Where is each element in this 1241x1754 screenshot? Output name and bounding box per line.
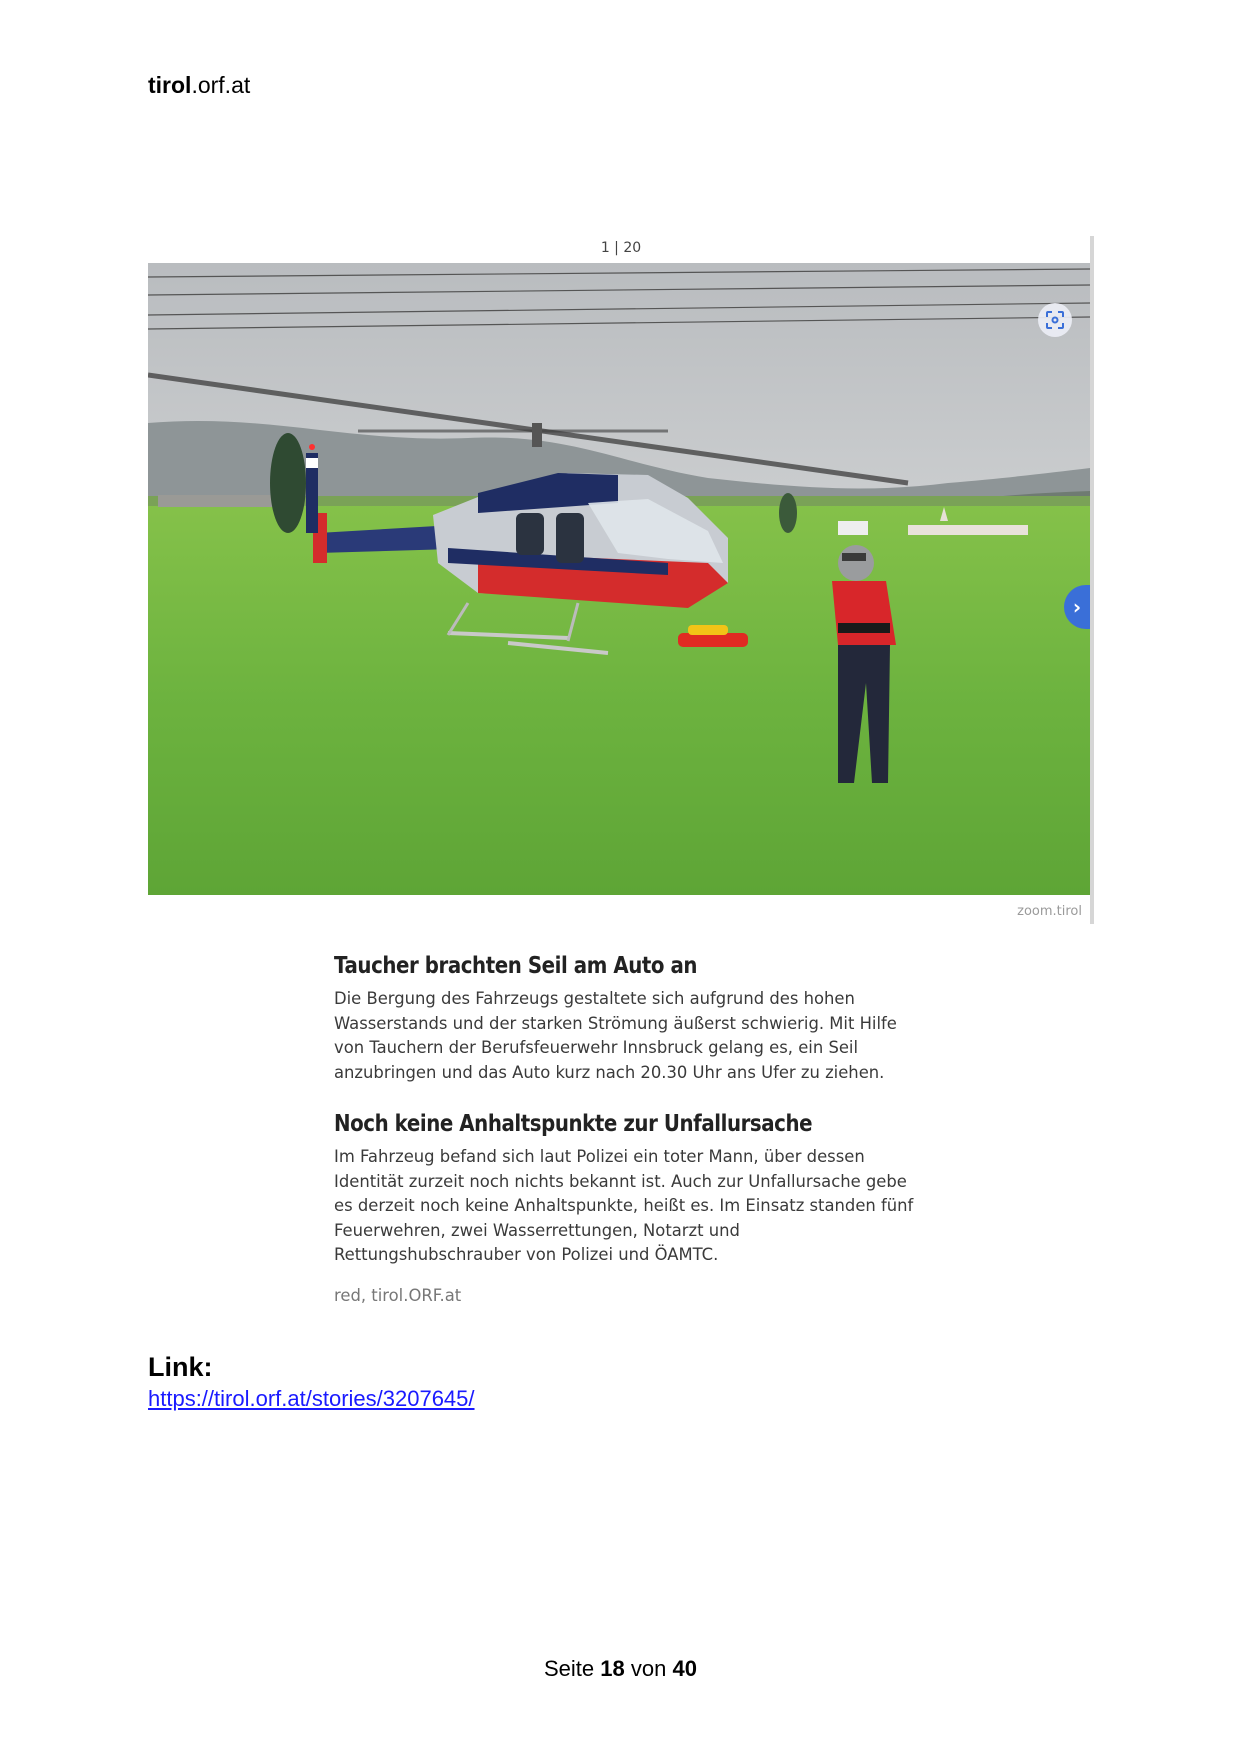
helicopter-registration bbox=[148, 263, 149, 264]
site-header bbox=[148, 72, 250, 99]
site-name-domain: .orf.at bbox=[191, 72, 251, 98]
gallery-counter: 1 | 20 bbox=[600, 240, 642, 256]
footer-prefix: Seite bbox=[544, 1656, 595, 1681]
article-section bbox=[334, 1111, 914, 1268]
source-link[interactable]: https://tirol.orf.at/stories/3207645/ bbox=[148, 1386, 475, 1411]
link-label: Link: bbox=[148, 1352, 213, 1382]
byline: red, tirol.ORF.at bbox=[334, 1285, 462, 1305]
current-page-number: 18 bbox=[600, 1656, 625, 1681]
gallery-photo-helicopter[interactable] bbox=[148, 263, 1090, 895]
page-footer bbox=[0, 1656, 1241, 1682]
site-name-bold: tirol bbox=[148, 72, 192, 98]
chevron-right-icon[interactable]: › bbox=[1064, 585, 1090, 629]
section-paragraph: Die Bergung des Fahrzeugs gestaltete sich aufgrund des hohen Wasserstands und der starken Strömung äußerst schwierig. Mit Hilfe von Tauchern der Berufsfeuerwehr Innsbruck gelang es, ein Seil anzubringen und das Auto kurz nach 20.30 Uhr ans Ufer zu ziehen. bbox=[334, 989, 897, 1082]
footer-middle: von bbox=[630, 1656, 667, 1681]
section-paragraph: Im Fahrzeug befand sich laut Polizei ein toter Mann, über dessen Identität zurzeit noch nichts bekannt ist. Auch zur Unfallursache gebe es derzeit noch keine Anhaltspunkte, heißt es. Im Einsatz standen fünf Feuerwehren, zwei Wasserrettungen, Notarzt und Rettungshubschrauber von Polizei und ÖAMTC. bbox=[334, 1147, 914, 1264]
article-body bbox=[334, 953, 914, 1305]
focus-icon[interactable] bbox=[1038, 303, 1072, 337]
photo-credit: zoom.tirol bbox=[1017, 904, 1082, 919]
section-heading: Taucher brachten Seil am Auto an bbox=[334, 953, 698, 979]
gallery-frame bbox=[1090, 236, 1094, 924]
section-heading: Noch keine Anhaltspunkte zur Unfallursache bbox=[334, 1111, 813, 1137]
total-pages: 40 bbox=[672, 1656, 697, 1681]
image-gallery bbox=[148, 236, 1094, 924]
